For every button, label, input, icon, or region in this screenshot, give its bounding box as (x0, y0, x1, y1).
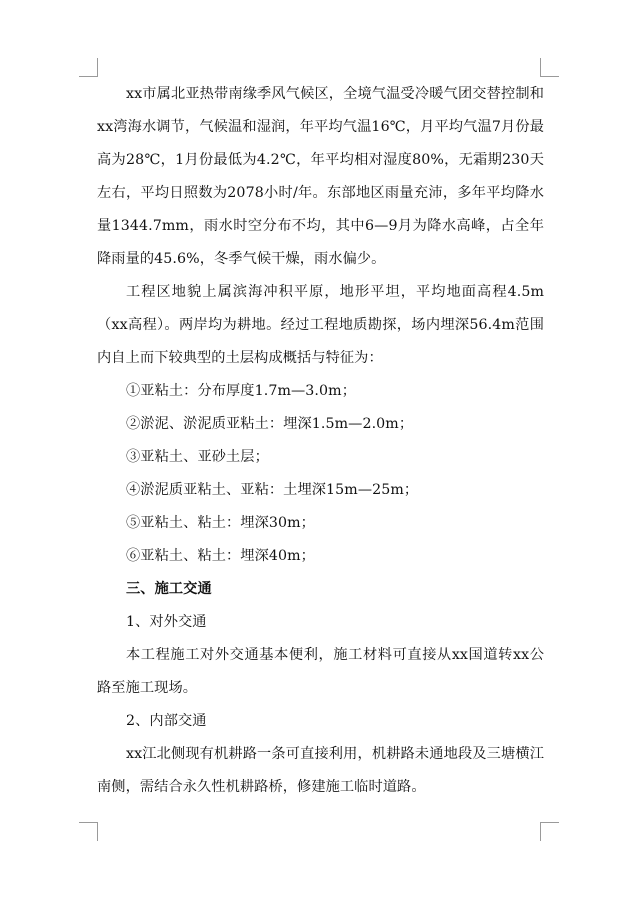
soil-layer-item: ④淤泥质亚粘土、亚粘：土埋深15m—25m； (126, 482, 419, 498)
climate-paragraph: xx市属北亚热带南缘季风气候区，全境气温受冷暖气团交替控制和xx湾海水调节，气候温和湿润，年平均气温16℃，月平均气温7月份最高为28℃，1月份最低为4.2℃，年平均相对湿度80%，无霜期230天左右，平均日照数为2078小时/年。东部地区雨量充沛，多年平均降水量1344.7mm，雨水时空分布不均，其中6—9月为降水高峰，占全年降雨量的45.6%，冬季气候干燥，雨水偏少。 (97, 86, 544, 267)
crop-mark-bottom-left (79, 822, 98, 841)
crop-mark-top-left (79, 58, 98, 77)
soil-layer-item: ⑥亚粘土、粘土：埋深40m； (126, 548, 315, 564)
geology-paragraph: 工程区地貌上属滨海冲积平原，地形平坦，平均地面高程4.5m（xx高程）。两岸均为耕地。经过工程地质勘探，场内埋深56.4m范围内自上而下较典型的土层构成概括与特征为： (97, 284, 544, 366)
soil-layer-item: ③亚粘土、亚砂土层； (126, 449, 269, 465)
subheading-external-transport: 1、对外交通 (126, 614, 207, 630)
internal-transport-paragraph: xx江北侧现有机耕路一条可直接利用，机耕路未通地段及三塘横江南侧，需结合永久性机耕路桥，修建施工临时道路。 (97, 746, 544, 795)
section-heading-transport: 三、施工交通 (126, 581, 212, 597)
crop-mark-bottom-right (540, 822, 559, 841)
external-transport-paragraph: 本工程施工对外交通基本便利，施工材料可直接从xx国道转xx公路至施工现场。 (97, 647, 544, 696)
soil-layer-item: ⑤亚粘土、粘土：埋深30m； (126, 515, 315, 531)
soil-layer-item: ①亚粘土：分布厚度1.7m—3.0m； (126, 383, 356, 399)
document-body (97, 78, 544, 804)
subheading-internal-transport: 2、内部交通 (126, 713, 207, 729)
soil-layer-item: ②淤泥、淤泥质亚粘土：埋深1.5m—2.0m； (126, 416, 414, 432)
crop-mark-top-right (540, 58, 559, 77)
